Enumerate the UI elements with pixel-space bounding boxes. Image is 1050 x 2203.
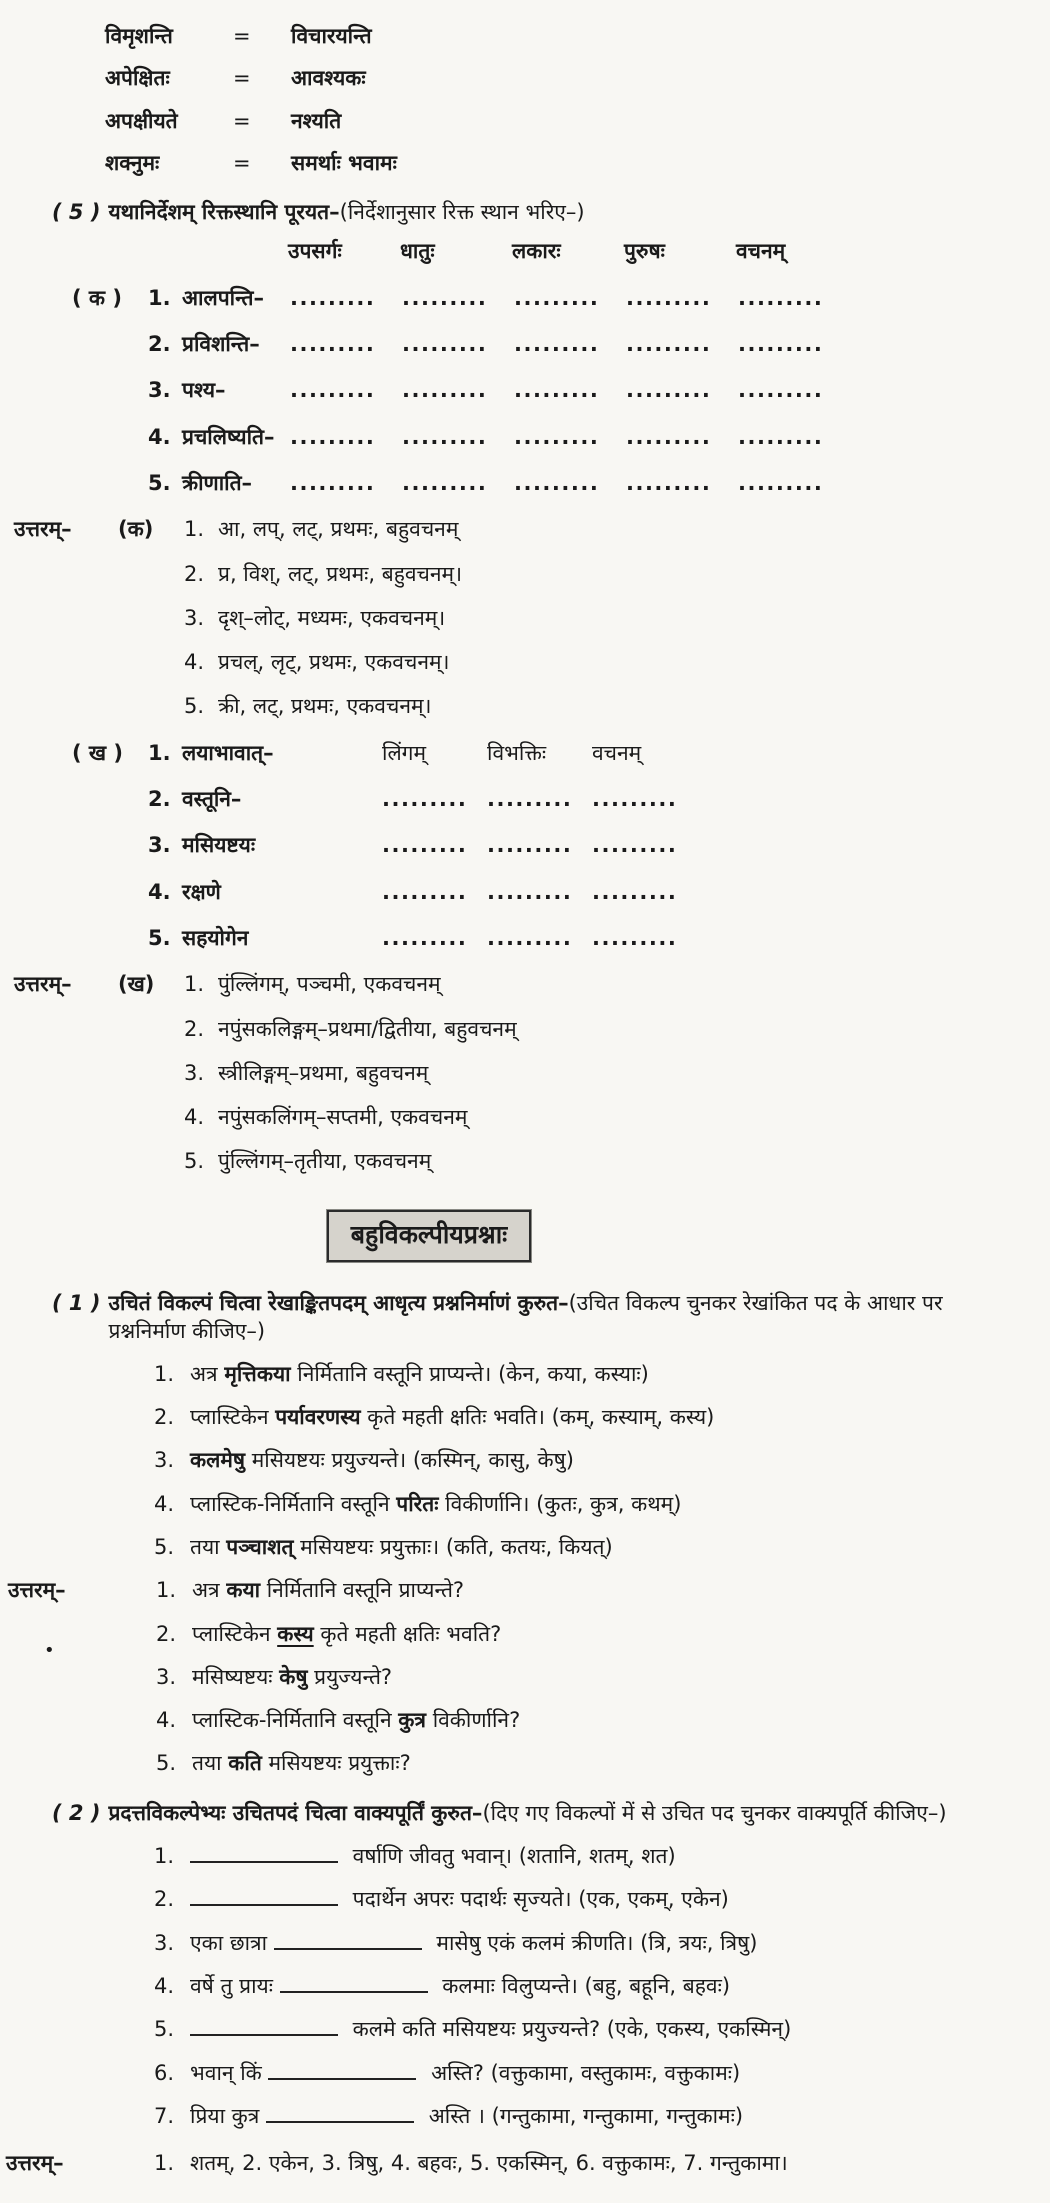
row-number: 5. [148, 925, 171, 950]
answer-row [0, 1060, 1038, 1087]
dots-cell: ......... [738, 378, 824, 403]
vocab-section [0, 23, 1038, 177]
answer-ka-block [0, 516, 1038, 720]
item-number: 5. [156, 1751, 177, 1776]
row-number: 5. [148, 470, 171, 495]
item-text: अस्ति । (गन्तुकामा, गन्तुकामा, गन्तुकामः) [422, 2103, 744, 2128]
fill-blank-line [266, 2103, 414, 2123]
column-header: वचनम् [736, 239, 786, 264]
dots-cell: ......... [592, 925, 678, 950]
verb-row [0, 331, 1038, 358]
answer-text: दृश्–लोट्, मध्यमः, एकवचनम्। [218, 605, 446, 630]
verb-word: आलपन्ति– [182, 285, 265, 310]
dots-cell: ......... [290, 470, 376, 495]
vocab-meaning: विचारयन्ति [291, 24, 372, 48]
noun-row [0, 832, 1038, 859]
item-text: अत्र [190, 1361, 225, 1386]
item-text: कृते महती क्षतिः भवति। (कम्, कस्याम्, कस्य) [360, 1405, 715, 1430]
column-header: पुरुषः [624, 239, 665, 264]
mcq-question-2-items [0, 1843, 1038, 2130]
answer-text: पुंल्लिंगम्–तृतीया, एकवचनम् [218, 1149, 432, 1174]
part-kha-table [0, 740, 1038, 952]
bold-keyword: कया [226, 1578, 261, 1603]
answer-text: स्त्रीलिङ्गम्–प्रथमा, बहुवचनम् [218, 1060, 429, 1085]
answer-text: शतम्, 2. एकेन, 3. त्रिषु, 4. बहवः, 5. एकस्मिन्, 6. वक्तुकामः, 7. गन्तुकामा। [190, 2151, 788, 2176]
answer-label: उत्तरम्– [14, 517, 72, 542]
fill-blank-item [154, 1843, 1038, 1870]
row-number: 2. [184, 561, 205, 586]
equals-sign: = [233, 108, 251, 133]
dots-cell: ......... [626, 378, 712, 403]
answer-text: विकीर्णानि? [426, 1708, 521, 1733]
answer-text: नपुंसकलिङ्गम्–प्रथमा/द्वितीया, बहुवचनम् [218, 1016, 517, 1041]
item-text: प्रिया कुत्र [190, 2103, 267, 2128]
part-label: ( क ) [72, 285, 122, 310]
row-number: 2. [184, 1016, 205, 1041]
answer-label: उत्तरम्– [14, 972, 72, 997]
row-number: 4. [184, 650, 205, 675]
question-title-sanskrit: प्रदत्तविकल्पेभ्यः उचितपदं चित्वा वाक्यपूर्तिं कुरुत– [108, 1800, 483, 1825]
fill-blank-line [190, 2016, 338, 2036]
fill-blank-item [154, 2060, 1038, 2087]
answer-row [0, 1104, 1038, 1131]
verb-word: प्रविशन्ति– [182, 332, 260, 357]
noun-word: सहयोगेन [182, 925, 249, 950]
bold-keyword: मृत्तिकया [224, 1361, 291, 1386]
bold-keyword: परितः [396, 1491, 439, 1516]
verb-row [0, 470, 1038, 497]
answer-text: आ, लप्, लट्, प्रथमः, बहुवचनम् [218, 517, 459, 542]
question-item [154, 1491, 1038, 1518]
verb-word: पश्य– [182, 378, 226, 403]
dots-cell: ......... [290, 378, 376, 403]
item-number: 4. [156, 1708, 177, 1733]
noun-row [0, 925, 1038, 952]
row-number: 3. [184, 1060, 205, 1085]
answer-text: प्रचल्, लृट्, प्रथमः, एकवचनम्। [218, 650, 450, 675]
item-number: 1. [156, 1578, 177, 1603]
dots-cell: ......... [402, 378, 488, 403]
item-text: वर्षाणि जीवतु भवान्। (शतानि, शतम्, शत) [346, 1844, 676, 1869]
noun-row [0, 879, 1038, 906]
item-text: पदार्थेन अपरः पदार्थः सृज्यते। (एक, एकम्, एकेन) [346, 1887, 729, 1912]
verb-row [0, 424, 1038, 451]
dots-cell: ......... [382, 925, 468, 950]
fill-blank-line [268, 2060, 416, 2080]
dots-cell: ......... [592, 787, 678, 812]
row-number: 3. [148, 378, 171, 403]
bold-keyword: पर्यावरणस्य [275, 1405, 361, 1430]
row-number: 1. [184, 972, 205, 997]
row-number: 2. [148, 787, 171, 812]
stray-bullet-mark: • [44, 1640, 55, 1662]
fill-blank-item [154, 1886, 1038, 1913]
fill-blank-item [154, 1930, 1038, 1957]
answer-kha-block [0, 971, 1038, 1175]
dots-cell: ......... [402, 332, 488, 357]
verb-row [0, 285, 1038, 312]
dots-cell: ......... [382, 833, 468, 858]
item-text: प्लास्टिकेन [190, 1405, 276, 1430]
mcq-question-2-heading [52, 1800, 1038, 1827]
answer-row [0, 1664, 1038, 1691]
item-text: विकीर्णानि। (कुतः, कुत्र, कथम्) [438, 1491, 682, 1516]
dots-cell: ......... [290, 424, 376, 449]
question-item [154, 1447, 1038, 1474]
vocab-meaning: नश्यति [291, 108, 342, 133]
item-text: कलमे कति मसियष्टयः प्रयुज्यन्ते? (एके, एकस्य, एकस्मिन्) [346, 2017, 792, 2042]
question-title-hindi: (निर्देशानुसार रिक्त स्थान भरिए–) [339, 200, 585, 225]
fill-blank-item [154, 2016, 1038, 2043]
item-number: 4. [154, 1973, 175, 1998]
dots-cell: ......... [738, 470, 824, 495]
dots-cell: ......... [626, 332, 712, 357]
dots-cell: ......... [626, 285, 712, 310]
vocab-row [0, 150, 1038, 177]
dots-cell: ......... [290, 285, 376, 310]
mcq-question-2-answer-line [0, 2150, 1038, 2177]
fill-blank-item [154, 1973, 1038, 2000]
item-number: 2. [156, 1621, 177, 1646]
row-number: 5. [184, 694, 205, 719]
question-number: ( 1 ) [52, 1291, 101, 1316]
item-number: 5. [154, 1535, 175, 1559]
dots-cell: ......... [487, 787, 573, 812]
answer-label: उत्तरम्– [8, 1578, 66, 1603]
answer-label: उत्तरम्– [6, 2151, 64, 2176]
answer-row [0, 561, 1038, 588]
bold-keyword: कति [228, 1751, 262, 1776]
question-item [154, 1534, 1038, 1561]
row-number: 1. [184, 517, 205, 542]
bold-keyword: कलमेषु [190, 1448, 246, 1473]
item-number: 3. [154, 1930, 175, 1955]
item-number: 3. [154, 1448, 175, 1473]
answer-text: पुंल्लिंगम्, पञ्चमी, एकवचनम् [218, 972, 441, 997]
item-text: मासेषु एकं कलमं क्रीणति। (त्रि, त्रयः, त्रिषु) [429, 1930, 758, 1955]
answer-text: प्लास्टिक-निर्मितानि वस्तूनि [192, 1708, 399, 1733]
dots-cell: ......... [626, 470, 712, 495]
row-number: 4. [148, 424, 171, 449]
item-text: मसियष्टयः प्रयुज्यन्ते। (कस्मिन्, कासु, केषु) [245, 1448, 574, 1473]
dots-cell: ......... [738, 332, 824, 357]
column-header: विभक्तिः [487, 740, 547, 765]
vocab-row [0, 23, 1038, 50]
part-ka-table [0, 285, 1038, 497]
answer-row [0, 516, 1038, 543]
answer-text: प्रयुज्यन्ते? [307, 1664, 393, 1689]
row-number: 3. [148, 833, 171, 858]
table-column-headers [0, 238, 1038, 265]
dots-cell: ......... [382, 879, 468, 904]
item-number: 5. [154, 2017, 175, 2042]
item-number: 3. [156, 1664, 177, 1689]
vocab-word: अपेक्षितः [105, 66, 170, 91]
fill-blank-line [190, 1843, 338, 1863]
question-title-sanskrit: उचितं विकल्पं चित्वा रेखाङ्कितपदम् आधृत्य प्रश्ननिर्माणं कुरुत– [108, 1291, 569, 1316]
equals-sign: = [233, 24, 251, 48]
item-number: 1. [154, 1361, 175, 1386]
vocab-row [0, 65, 1038, 92]
row-number: 2. [148, 332, 171, 357]
vocab-word: विमृशन्ति [105, 24, 173, 48]
dots-cell: ......... [592, 833, 678, 858]
bold-keyword: पञ्चाशत् [226, 1535, 294, 1559]
dots-cell: ......... [487, 879, 573, 904]
vocab-word: शक्नुमः [105, 150, 160, 175]
fill-blank-line [280, 1973, 428, 1993]
answer-row [0, 1577, 1038, 1604]
item-text: निर्मितानि वस्तूनि प्राप्यन्ते। (केन, कया, कस्याः) [290, 1361, 649, 1386]
item-text: अस्ति? (वक्तुकामा, वस्तुकामः, वक्तुकामः) [424, 2060, 741, 2085]
equals-sign: = [233, 66, 251, 91]
question-title-hindi: (उचित विकल्प चुनकर रेखांकित पद के आधार पर प्रश्ननिर्माण कीजिए–) [108, 1291, 943, 1343]
question-title-hindi: (दिए गए विकल्पों में से उचित पद चुनकर वाक्यपूर्ति कीजिए–) [482, 1800, 947, 1825]
row-number: 1. [148, 285, 171, 310]
fill-blank-line [190, 1887, 338, 1907]
question-number: ( 5 ) [52, 200, 101, 225]
answer-row [0, 693, 1038, 720]
answer-text: मसियष्टयः प्रयुक्ताः? [261, 1751, 411, 1776]
mcq-question-1-heading [52, 1290, 1038, 1345]
verb-word: क्रीणाति– [182, 470, 253, 495]
question-number: ( 2 ) [52, 1800, 101, 1825]
noun-word: लयाभावात्– [182, 740, 274, 765]
question-title-sanskrit: यथानिर्देशम् रिक्तस्थानि पूरयत– [108, 200, 340, 225]
mcq-section-title: बहुविकल्पीयप्रश्नाः [327, 1210, 531, 1263]
answer-row [0, 1750, 1038, 1777]
dots-cell: ......... [402, 285, 488, 310]
item-number: 1. [154, 2151, 175, 2176]
vocab-word: अपक्षीयते [105, 108, 178, 133]
column-header: लकारः [512, 239, 561, 264]
dots-cell: ......... [514, 378, 600, 403]
answer-row [0, 1148, 1038, 1175]
bold-keyword: कुत्र [398, 1708, 427, 1733]
fill-blank-line [274, 1930, 422, 1950]
dots-cell: ......... [290, 332, 376, 357]
noun-word: मसियष्टयः [182, 833, 256, 858]
noun-word: वस्तूनि– [182, 787, 242, 812]
equals-sign: = [233, 150, 251, 175]
verb-row [0, 377, 1038, 404]
item-text: एका छात्रा [190, 1930, 274, 1955]
column-header: लिंगम् [382, 740, 427, 765]
noun-row [0, 740, 1038, 767]
answer-row [0, 1621, 1038, 1648]
row-number: 4. [148, 879, 171, 904]
answer-text: अत्र [192, 1578, 227, 1603]
dots-cell: ......... [514, 424, 600, 449]
dots-cell: ......... [514, 285, 600, 310]
dots-cell: ......... [592, 879, 678, 904]
dots-cell: ......... [487, 833, 573, 858]
mcq-question-1-answers [0, 1577, 1038, 1777]
answer-text: क्री, लट्, प्रथमः, एकवचनम्। [218, 694, 432, 719]
column-header: वचनम् [592, 740, 642, 765]
vocab-meaning: आवश्यकः [291, 66, 366, 91]
answer-text: प्लास्टिकेन [192, 1621, 278, 1646]
answer-row [0, 649, 1038, 676]
dots-cell: ......... [626, 424, 712, 449]
dots-cell: ......... [738, 424, 824, 449]
bold-keyword: केषु [279, 1664, 308, 1689]
answer-text: प्र, विश्, लट्, प्रथमः, बहुवचनम्। [218, 561, 463, 586]
part-label: (क) [118, 517, 154, 542]
fill-blank-item [154, 2103, 1038, 2130]
item-number: 2. [154, 1887, 175, 1912]
question-5-heading [52, 199, 1038, 226]
item-number: 6. [154, 2060, 175, 2085]
column-header: धातुः [400, 239, 435, 264]
dots-cell: ......... [402, 424, 488, 449]
noun-word: रक्षणे [182, 879, 221, 904]
dots-cell: ......... [514, 470, 600, 495]
question-item [154, 1361, 1038, 1388]
mcq-question-1-items [0, 1361, 1038, 1561]
row-number: 5. [184, 1149, 205, 1174]
question-item [154, 1404, 1038, 1431]
item-number: 2. [154, 1405, 175, 1430]
item-text: वर्षे तु प्रायः [190, 1973, 280, 1998]
dots-cell: ......... [487, 925, 573, 950]
answer-text: तया [192, 1751, 229, 1776]
answer-text: नपुंसकलिंगम्–सप्तमी, एकवचनम् [218, 1105, 468, 1130]
answer-row [0, 605, 1038, 632]
vocab-row [0, 108, 1038, 135]
item-text: भवान् किं [190, 2060, 269, 2085]
item-text: कलमाः विलुप्यन्ते। (बहु, बहूनि, बहवः) [435, 1973, 731, 1998]
item-number: 7. [154, 2103, 175, 2128]
noun-row [0, 786, 1038, 813]
dots-cell: ......... [402, 470, 488, 495]
item-text: मसियष्टयः प्रयुक्ताः। (कति, कतयः, कियत्) [293, 1535, 613, 1559]
row-number: 4. [184, 1105, 205, 1130]
vocab-meaning: समर्थाः भवामः [291, 150, 397, 175]
item-text: प्लास्टिक-निर्मितानि वस्तूनि [190, 1491, 397, 1516]
item-text: तया [190, 1535, 227, 1559]
answer-text: निर्मितानि वस्तूनि प्राप्यन्ते? [260, 1578, 465, 1603]
dots-cell: ......... [738, 285, 824, 310]
answer-row [0, 1707, 1038, 1734]
answer-text: कृते महती क्षतिः भवति? [313, 1621, 502, 1646]
column-header: उपसर्गः [288, 239, 342, 264]
row-number: 1. [148, 740, 171, 765]
dots-cell: ......... [382, 787, 468, 812]
part-label: (ख) [118, 972, 155, 997]
answer-row [0, 1016, 1038, 1043]
dots-cell: ......... [514, 332, 600, 357]
item-number: 1. [154, 1844, 175, 1869]
verb-word: प्रचलिष्यति– [182, 424, 275, 449]
answer-text: मसिष्यष्टयः [192, 1664, 280, 1689]
item-number: 4. [154, 1491, 175, 1516]
underlined-keyword: कस्य [277, 1621, 314, 1646]
part-label: ( ख ) [72, 740, 123, 765]
row-number: 3. [184, 605, 205, 630]
answer-row [0, 971, 1038, 998]
